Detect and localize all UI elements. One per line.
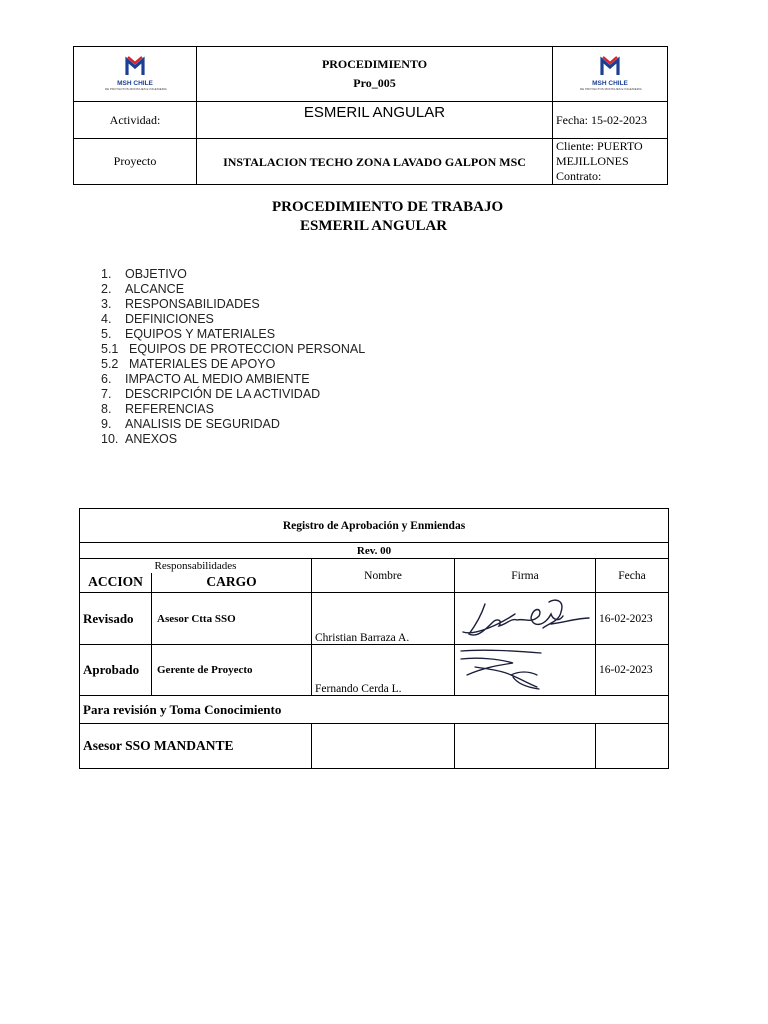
- firma-revisado: [455, 593, 596, 645]
- cliente-line2: MEJILLONES: [556, 154, 629, 168]
- accion-header: ACCION: [80, 573, 152, 593]
- cargo-revisado: Asesor Ctta SSO: [152, 593, 312, 645]
- doc-title-line1: PROCEDIMIENTO DE TRABAJO: [272, 199, 504, 215]
- proyecto-label: Proyecto: [74, 139, 197, 185]
- accion-revisado: Revisado: [80, 593, 152, 645]
- logo-brand: MSH CHILE: [117, 80, 153, 87]
- mandante-label: Asesor SSO MANDANTE: [80, 724, 312, 769]
- firma-aprobado: [455, 645, 596, 696]
- toc-num: 3.: [101, 297, 112, 311]
- cargo-header: CARGO: [152, 573, 312, 593]
- toc-num: 1.: [101, 267, 112, 281]
- toc-label: REFERENCIAS: [125, 402, 214, 416]
- toc-num: 2.: [101, 282, 112, 296]
- nombre-mandante: [312, 724, 455, 769]
- toc-label: DEFINICIONES: [125, 312, 214, 326]
- cliente-line1: Cliente: PUERTO: [556, 139, 643, 153]
- revision-label: Rev. 00: [80, 543, 669, 559]
- toc-item: [101, 402, 365, 417]
- responsabilidades-header: Responsabilidades: [80, 559, 312, 573]
- logo-left-cell: [74, 47, 197, 102]
- table-of-contents: [101, 267, 365, 447]
- toc-num: 10.: [101, 432, 119, 446]
- nombre-header: Nombre: [312, 559, 455, 593]
- fecha-value: Fecha: 15-02-2023: [553, 102, 668, 139]
- actividad-label: Actividad:: [74, 102, 197, 139]
- toc-label: ALCANCE: [125, 282, 185, 296]
- fecha-header: Fecha: [596, 559, 669, 593]
- toc-num: 8.: [101, 402, 112, 416]
- logo-right-cell: [553, 47, 668, 102]
- fecha-aprobado: 16-02-2023: [596, 645, 669, 696]
- approval-table: [79, 508, 669, 769]
- toc-num: 4.: [101, 312, 112, 326]
- msh-logo-icon: [124, 54, 146, 76]
- procedure-code: Pro_005: [353, 76, 396, 90]
- approval-title: Registro de Aprobación y Enmiendas: [80, 509, 669, 543]
- toc-label: RESPONSABILIDADES: [125, 297, 260, 311]
- firma-mandante: [455, 724, 596, 769]
- msh-logo-icon: [599, 54, 621, 76]
- toc-item: [101, 342, 365, 357]
- toc-item: [101, 297, 365, 312]
- toc-label: ANALISIS DE SEGURIDAD: [125, 417, 280, 431]
- toc-num: 5.2: [101, 357, 119, 371]
- company-logo: [105, 54, 165, 91]
- logo-brand: MSH CHILE: [592, 80, 628, 87]
- logo-tagline: DE PROYECTOS MONTAJES E INGENIERIA: [580, 87, 642, 91]
- toc-label: EQUIPOS Y MATERIALES: [125, 327, 276, 341]
- toc-label: OBJETIVO: [125, 267, 187, 281]
- toc-num: 6.: [101, 372, 112, 386]
- toc-label: ANEXOS: [125, 432, 178, 446]
- fecha-revisado: 16-02-2023: [596, 593, 669, 645]
- toc-num: 7.: [101, 387, 112, 401]
- nombre-aprobado: Fernando Cerda L.: [312, 645, 455, 696]
- cargo-aprobado: Gerente de Proyecto: [152, 645, 312, 696]
- toc-item: [101, 432, 365, 447]
- toc-label: MATERIALES DE APOYO: [129, 357, 276, 371]
- toc-num: 5.1: [101, 342, 119, 356]
- cliente-cell: [553, 139, 668, 185]
- toc-item: [101, 312, 365, 327]
- toc-item: [101, 282, 365, 297]
- doc-title-line2: ESMERIL ANGULAR: [300, 218, 448, 234]
- toc-item: [101, 327, 365, 342]
- toc-item: [101, 387, 365, 402]
- review-label: Para revisión y Toma Conocimiento: [80, 696, 669, 724]
- nombre-revisado: Christian Barraza A.: [312, 593, 455, 645]
- actividad-value: ESMERIL ANGULAR: [197, 102, 553, 139]
- proyecto-value: INSTALACION TECHO ZONA LAVADO GALPON MSC: [197, 139, 553, 185]
- accion-aprobado: Aprobado: [80, 645, 152, 696]
- logo-tagline: DE PROYECTOS MONTAJES E INGENIERIA: [105, 87, 167, 91]
- toc-item: [101, 417, 365, 432]
- toc-num: 5.: [101, 327, 112, 341]
- company-logo: [580, 54, 640, 91]
- toc-item: [101, 267, 365, 282]
- toc-item: [101, 372, 365, 387]
- header-table: [73, 46, 668, 185]
- toc-label: IMPACTO AL MEDIO AMBIENTE: [125, 372, 310, 386]
- toc-label: EQUIPOS DE PROTECCION PERSONAL: [129, 342, 366, 356]
- toc-item: [101, 357, 365, 372]
- firma-header: Firma: [455, 559, 596, 593]
- procedure-title: PROCEDIMIENTO: [321, 57, 428, 71]
- signature-image: [455, 594, 595, 644]
- toc-label: DESCRIPCIÓN DE LA ACTIVIDAD: [125, 387, 321, 401]
- fecha-mandante: [596, 724, 669, 769]
- signature-image: [455, 645, 595, 695]
- contrato-label: Contrato:: [556, 169, 602, 183]
- toc-num: 9.: [101, 417, 112, 431]
- procedure-title-cell: [197, 47, 553, 102]
